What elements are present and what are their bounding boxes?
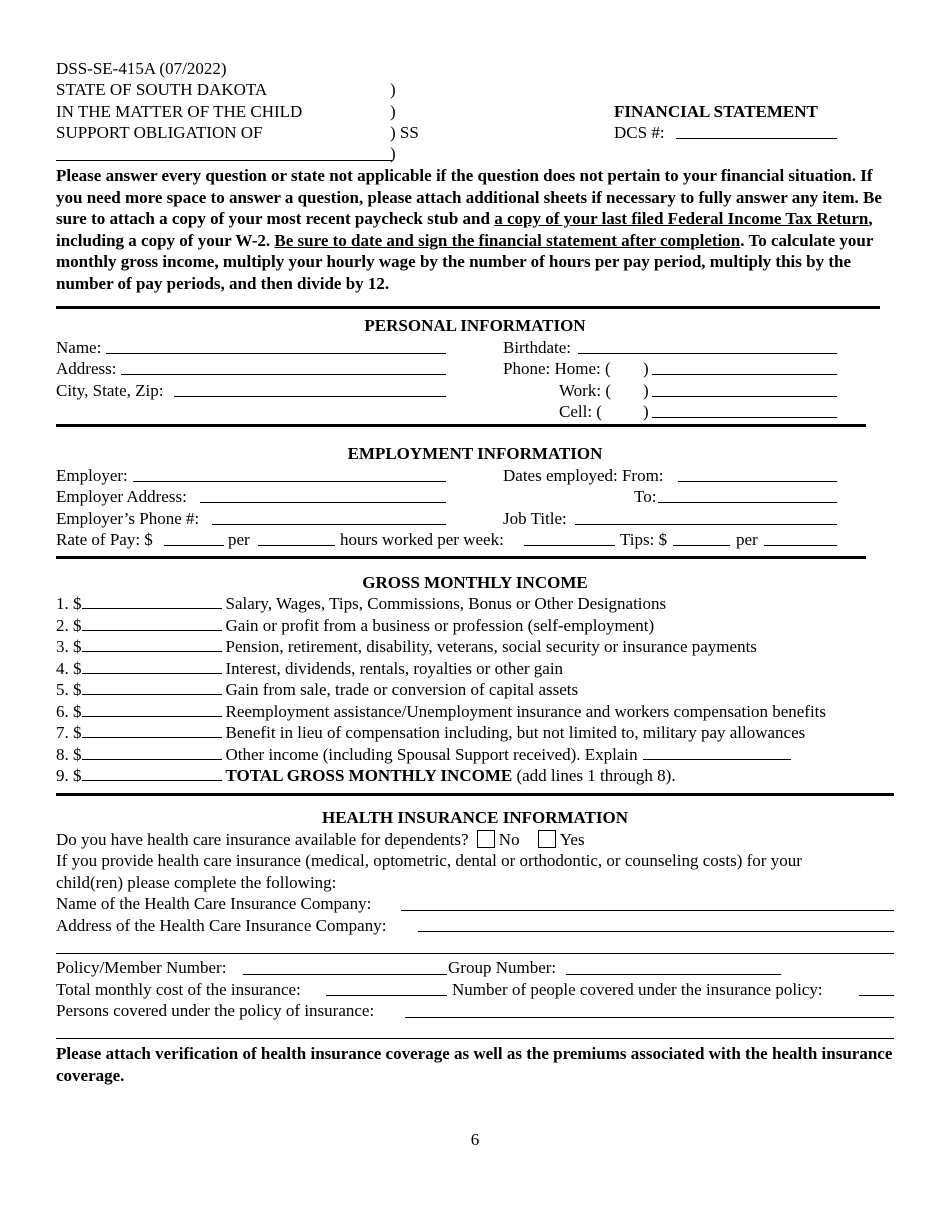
health-heading: HEALTH INSURANCE INFORMATION [321,808,629,827]
tips-input[interactable] [673,545,730,546]
name-label: Name: [56,338,102,357]
income-row-label: Pension, retirement, disability, veterans, social security or insurance payments [225,637,757,656]
income-row-label: Gain from sale, trade or conversion of capital assets [225,680,579,699]
income-amount-input[interactable] [82,636,222,652]
income-heading: GROSS MONTHLY INCOME [362,573,588,592]
income-row-number: 1. $ [56,594,82,613]
policy-label: Policy/Member Number: [56,958,227,977]
divider [56,424,866,427]
phone-cell-input[interactable] [652,417,837,418]
phone-home-input[interactable] [652,374,837,375]
hours-input[interactable] [524,545,615,546]
health-question: Do you have health care insurance available for dependents? No Yes [56,830,585,849]
city-label: City, State, Zip: [56,381,164,400]
income-row-label: Benefit in lieu of compensation including, but not limited to, military pay allowances [225,723,806,742]
state-label: STATE OF SOUTH DAKOTA [56,80,268,99]
income-amount-input[interactable] [82,658,222,674]
cell-label: Cell: ( [559,402,602,421]
monthly-cost-label: Total monthly cost of the insurance: [56,980,301,999]
income-row [56,593,666,615]
persons-covered-line-2[interactable] [56,1038,894,1039]
close-paren: ) [643,359,649,378]
persons-covered-input[interactable] [405,1017,894,1018]
rate-label: Rate of Pay: $ [56,530,153,549]
attach-note: Please attach verification of health insurance coverage as well as the premiums associated with the health insurance coverage. [56,1044,893,1085]
employer-address-input[interactable] [200,502,446,503]
income-amount-input[interactable] [82,744,222,760]
provide-text-2: child(ren) please complete the following: [56,873,337,892]
income-row-label: Gain or profit from a business or profession (self-employment) [225,615,655,635]
no-label: No [498,830,520,849]
dates-from-input[interactable] [678,481,837,482]
income-row [56,658,563,680]
group-label: Group Number: [448,958,557,977]
income-row-label: Salary, Wages, Tips, Commissions, Bonus or Other Designations [225,594,667,613]
income-row-number: 3. $ [56,637,82,656]
income-amount-input[interactable] [82,679,222,695]
employer-phone-label: Employer’s Phone #: [56,509,200,528]
provide-text-1: If you provide health care insurance (medical, optometric, dental or orthodontic, or counseling costs) for your [56,851,802,870]
employment-heading: EMPLOYMENT INFORMATION [347,444,603,463]
income-row-number: 4. $ [56,658,82,678]
yes-label: Yes [559,830,585,849]
job-title-label: Job Title: [503,509,567,528]
income-row-label: TOTAL GROSS MONTHLY INCOME (add lines 1 through 8). [225,766,676,785]
company-name-label: Name of the Health Care Insurance Company: [56,894,372,913]
income-amount-input[interactable] [82,765,222,781]
company-address-input[interactable] [418,931,894,932]
employer-address-label: Employer Address: [56,487,187,506]
support-label: SUPPORT OBLIGATION OF [56,123,263,142]
explain-input[interactable] [643,744,791,760]
rate-input[interactable] [164,545,224,546]
employer-phone-input[interactable] [212,524,446,525]
employer-input[interactable] [133,481,446,482]
income-row [56,722,805,744]
income-row [56,744,791,766]
income-amount-input[interactable] [82,701,222,717]
ss-label: ) SS [390,123,419,142]
income-row-label: Reemployment assistance/Unemployment insurance and workers compensation benefits [225,701,827,721]
income-row [56,765,676,787]
tips-label: Tips: $ [620,530,668,549]
policy-input[interactable] [243,974,447,975]
income-row [56,636,757,658]
address-input[interactable] [121,374,446,375]
to-label: To: [634,487,657,506]
divider [56,556,866,559]
birthdate-input[interactable] [578,353,837,354]
paren-2: ) [390,102,396,121]
company-address-line-2[interactable] [56,953,894,954]
income-row [56,679,578,701]
employer-label: Employer: [56,466,128,485]
monthly-cost-input[interactable] [326,995,447,996]
income-row-number: 6. $ [56,701,82,721]
num-people-label: Number of people covered under the insurance policy: [452,980,823,999]
address-label: Address: [56,359,117,378]
paren-4: ) [390,144,396,163]
income-amount-input[interactable] [82,593,222,609]
yes-checkbox[interactable] [538,830,556,848]
phone-work-input[interactable] [652,396,837,397]
income-row-number: 8. $ [56,744,82,764]
instructions: Please answer every question or state not applicable if the question does not pertain to your financial situation. If you need more space to answer a question, please attach additional sheets if necessary to fully answer any item. Be sure to attach a copy of your most recent paycheck stub and a copy of your last filed Federal Income Tax Return, including a copy of your W-2. Be sure to date and sign the financial statement after completion. To calculate your monthly gross income, multiply your hourly wage by the number of hours per pay period, multiply this by the number of pay periods, and then divide by 12. [56,166,882,293]
page-title: FINANCIAL STATEMENT [614,102,818,121]
income-row-label: Interest, dividends, rentals, royalties or other gain [225,658,564,678]
income-row-label: Other income (including Spousal Support received). Explain [225,744,638,764]
income-amount-input[interactable] [82,722,222,738]
income-row [56,615,654,637]
city-input[interactable] [174,396,446,397]
page-number: 6 [470,1130,480,1149]
dcs-label: DCS #: [614,123,665,142]
personal-heading: PERSONAL INFORMATION [364,316,586,335]
tips-period-input[interactable] [764,545,837,546]
income-row-number: 9. $ [56,766,82,785]
income-row-number: 7. $ [56,723,82,742]
divider [56,793,894,796]
persons-covered-label: Persons covered under the policy of insurance: [56,1001,375,1020]
income-amount-input[interactable] [82,615,222,631]
close-paren: ) [643,381,649,400]
phone-home-label: Phone: Home: ( [503,359,611,378]
form-id: DSS-SE-415A (07/2022) [56,59,227,78]
per-label-2: per [736,530,758,549]
job-title-input[interactable] [575,524,837,525]
work-label: Work: ( [559,381,611,400]
no-checkbox[interactable] [477,830,495,848]
hours-label: hours worked per week: [340,530,504,549]
obligor-name-line[interactable] [56,160,392,161]
dcs-input[interactable] [676,138,837,139]
num-people-input[interactable] [859,995,894,996]
matter-label: IN THE MATTER OF THE CHILD [56,102,303,121]
dates-from-label: Dates employed: From: [503,466,664,485]
divider [56,306,880,309]
rate-period-input[interactable] [258,545,335,546]
close-paren: ) [643,402,649,421]
income-row [56,701,826,723]
company-address-label: Address of the Health Care Insurance Company: [56,916,387,935]
income-row-number: 5. $ [56,680,82,699]
dates-to-input[interactable] [658,502,837,503]
company-name-input[interactable] [401,910,894,911]
group-input[interactable] [566,974,781,975]
per-label: per [228,530,250,549]
income-row-number: 2. $ [56,615,82,635]
birthdate-label: Birthdate: [503,338,571,357]
name-input[interactable] [106,353,446,354]
paren-1: ) [390,80,396,99]
